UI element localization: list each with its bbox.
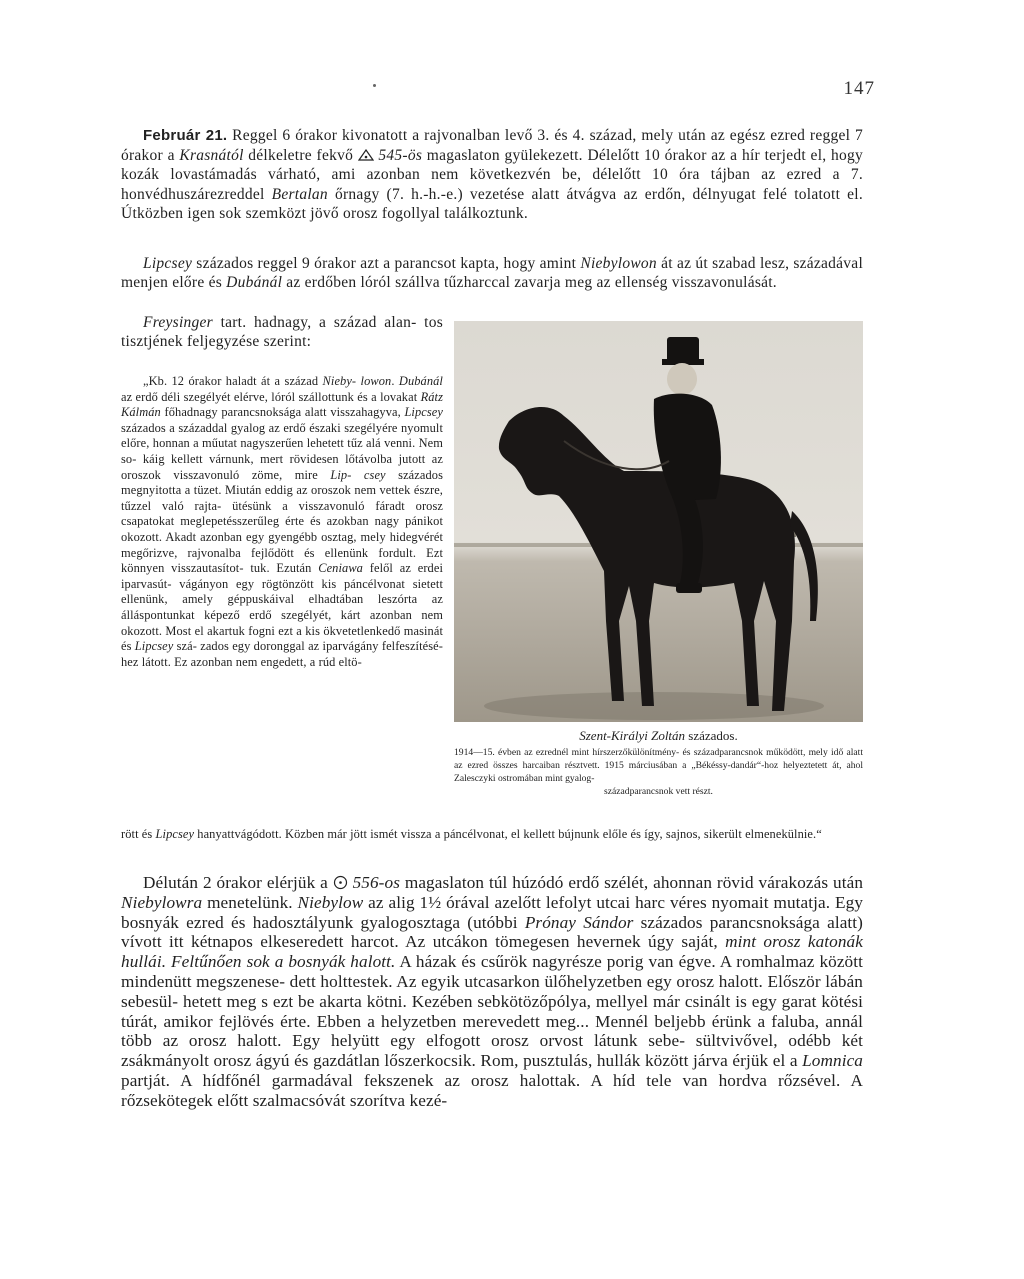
paragraph-lipcsey: Lipcsey százados reggel 9 órakor azt a parancsot kapta, hogy amint Niebylowon át az út szabad lesz, századával menjen előre és Dubánál az erdőben lóról szállva tűzharccal zavarja meg az ellenség visszavonulását. (121, 255, 863, 292)
caption-title: Szent-Királyi Zoltán százados. (579, 728, 738, 743)
place-name: Krasnától (179, 146, 244, 164)
caption-body: 1914—15. évben az ezrednél mint hírszerzőkülönítmény- és századparancsnok működött, mely idő alatt az ezred összes harcaiban résztvett. 1915 márciusában a „Békéssy-dandár“-hoz helyeztetett át, ahol Zalesczyki ostromában mint gyalog- századparancsnok vett részt. (454, 747, 863, 797)
page-number: 147 (843, 78, 875, 99)
photo-mounted-officer (454, 321, 863, 722)
quoted-diary-end: rött és Lipcsey hanyattvágódott. Közben már jött ismét vissza a páncélvonat, el kellett bújnunk előle és így, sajnos, sikerült elmenekülnie.“ (121, 827, 822, 841)
person-name: Freysinger (143, 314, 213, 331)
person-name: Lipcsey (143, 255, 193, 272)
paragraph-february-21: Február 21. Reggel 6 órakor kivonatott a rajvonalban levő 3. és 4. század, mely után az egész ezred reggel 7 órakor a Krasnától délkeletre fekvő 545-ös magaslaton gyülekezett. Délelőtt 10 órakor az a hír terjedt el, hogy kozák lovastámadás várható, ami azonban nem következvén be, délelőtt 10 óra tájban az ezred a 7. honvédhuszárezreddel Bertalan őrnagy (7. h.-h.-e.) vezetése alatt átvágva az erdőn, délnyugat felé tolatott el. Útközben igen sok szemközt jövő orosz fogollyal találkoztunk. (121, 127, 864, 223)
fraction: 1½ (419, 892, 442, 912)
paragraph-niebylow: Délután 2 órakor elérjük a 556-os magaslaton túl húzódó erdő szélét, ahonnan rövid várakozás után Niebylowra menetelünk. Niebylow az alig 1½ órával azelőtt lefolyt utcai harc véres nyomait mutatja. Egy bosnyák ezred és hadosztályunk gyalogosztaga (utóbbi Prónay Sándor százados parancsnoksága alatt) vívott itt kétnapos elkeseredett harcot. Az utcákon tömegesen hevernek úgy saját, mint orosz katonák hullái. Feltűnően sok a bosnyák halott. A házak és csűrök nagyrésze porig van égve. A romhalmaz között mindenütt megszenese- dett holttestek. Az egyik utcasarkon ülőhelyzetben egy orosz halott. Először lábán sebesül- hetett meg s ezt be akarta kötni. Kezében sebkötözőpólya, mellyel már csinált is egy garat kötési túrát, amikor fejlövés érte. Ebben a helyzetben merevedett meg... Mennél beljebb érünk a faluba, annál több az orosz halott. Egy helyütt egy elfogott orosz orvost látunk sebe- sültvivővel, odébb két zsákmányolt orosz ágyú és gazdátlan lőszerkocsik. Rom, pusztulás, hullák között járva érjük el a Lomnica partját. A hídfőnél garmadával fekszenek az orosz halottak. A híd tele van hordva rőzsével. A rőzsekötegek előtt szalmacsóvát szorítva kezé- (121, 873, 864, 1110)
triangle-elevation-icon (358, 149, 374, 161)
person-name: Bertalan (271, 185, 328, 203)
place-name: Dubánál (226, 274, 283, 292)
quoted-diary: „Kb. 12 órakor haladt át a század Nieby- lowon. Dubánál az erdő déli szegélyét elérve, lóról szállottunk és a lovakat Rátz Kálmán főhadnagy parancsnoksága alatt visszahagyva, Lipcsey százados a századdal gyalog az erdő északi szegélyére nyomult előre, honnan a műutat nagyszerűen lehetett tűz alá venni. Nem so- káig kellett várnunk, mert rövidesen lőtávolba jutott az oroszok visszavonuló zöme, mire Lip- csey százados megnyitotta a tüzet. Miután eddig az oroszok nem vettek észre, tűzzel való rajta- ütésünk a visszavonuló fáradt orosz csapatokat meglepetésszerűleg érte és azokban nagy pánikot okozott. Akadt azonban egy gyengébb osztag, mely hidegvérét megőrizve, rajvonalba fejlődött és ellenünk fordult. Ezt könnyen visszautasítot- tuk. Ezután Ceniawa felől az erdei iparvasút- vágányon egy rögtönzött kis páncélvonat sietett ellenünk, amely géppuskáival elhadtában leszórta az álláspontunkat képező erdő szegélyét, kárt azonban nem okozott. Most el akartuk fogni ezt a kis ökvetetlenkedő masinát és Lipcsey szá- zados egy doronggal az iparvágány felfeszítésé- hez látott. Ez azonban nem engedett, a rúd eltö- (121, 374, 443, 669)
elevation-label: 545-ös (378, 146, 423, 164)
entry-date: Február 21. (143, 127, 228, 144)
paragraph-freysinger: Freysinger tart. hadnagy, a század alan- tos tisztjének feljegyzése szerint: (121, 314, 443, 351)
photo-caption (454, 727, 863, 798)
speck (373, 84, 376, 87)
horse-rider-photo (454, 321, 863, 722)
elevation-label: 556-os (352, 873, 400, 892)
place-name: Niebylowon (580, 255, 657, 272)
circle-elevation-icon (333, 875, 348, 890)
